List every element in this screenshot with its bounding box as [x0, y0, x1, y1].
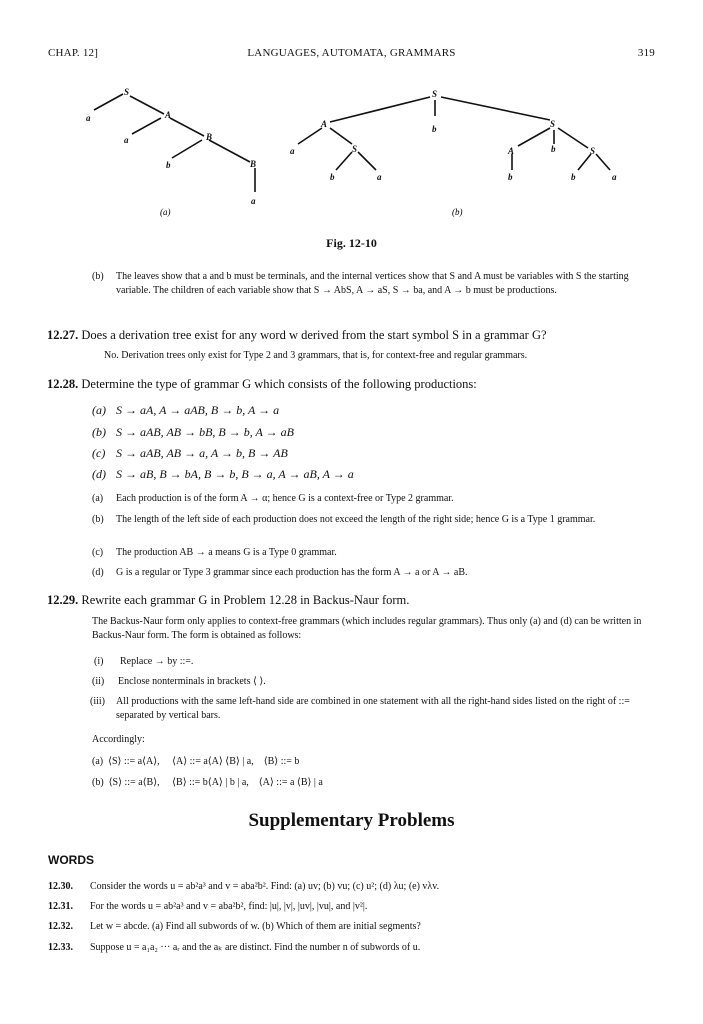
- answer-28-d: [92, 566, 658, 580]
- answer-28-a: [92, 492, 658, 506]
- problem-number: 12.30.: [48, 881, 73, 892]
- tree-a-node: B: [250, 159, 257, 169]
- problem-number: 12.31.: [48, 901, 73, 912]
- tree-b-node: A: [321, 119, 328, 129]
- solution-part-b: [92, 270, 658, 298]
- part-label: (b): [92, 271, 104, 282]
- tree-a-node: S: [124, 87, 130, 97]
- chapter-title: LANGUAGES, AUTOMATA, GRAMMARS: [247, 47, 456, 59]
- accordingly-label: Accordingly:: [92, 734, 145, 745]
- production-c: [92, 445, 288, 461]
- tree-a-edges: [94, 94, 255, 192]
- ans-text: The length of the left side of each production does not exceed the length of the right side; hence G is a Type 1 grammar.: [116, 514, 596, 525]
- answer-12-29-intro: The Backus-Naur form only applies to context-free grammars (which includes regular grammars). Thus only (a) and (d) can be written in Backus-Naur form. The form is obtained as follows:: [92, 616, 642, 641]
- problem-text: For the words u = ab²a³ and v = aba²b², find: |u|, |v|, |uv|, |vu|, and |v²|.: [90, 901, 368, 912]
- problem-text: Consider the words u = ab²a³ and v = aba²b². Find: (a) uv; (b) vu; (c) u²; (d) λu; (e) vλv.: [90, 881, 440, 892]
- step-label: (ii): [92, 676, 105, 687]
- prod-text: S → aA, A → aAB, B → b, A → a: [116, 403, 280, 417]
- tree-b-node: A: [508, 146, 515, 156]
- tree-b-node: b: [551, 144, 556, 154]
- ans-text: G is a regular or Type 3 grammar since each production has the form A → a or A → aB.: [116, 567, 468, 578]
- problem-number: 12.28.: [47, 377, 79, 391]
- step-iii: [90, 695, 656, 723]
- answer-28-c: [92, 546, 658, 560]
- ans-label: (b): [92, 514, 104, 525]
- caption-b: (b): [452, 207, 463, 217]
- tree-b-node: b: [571, 172, 576, 182]
- bnf-line-b: (b) ⟨S⟩ ::= a⟨B⟩, ⟨B⟩ ::= b⟨A⟩ | b | a, ⟨A⟩ ::= a ⟨B⟩ | a: [92, 777, 323, 788]
- tree-b-node: a: [612, 172, 617, 182]
- section-heading: WORDS: [48, 853, 94, 867]
- supp-12-32: [48, 920, 658, 934]
- tree-b-node: S: [432, 89, 438, 99]
- tree-a-nodes: [86, 87, 256, 206]
- chapter-label: CHAP. 12]: [48, 47, 99, 59]
- step-i: [94, 655, 660, 669]
- tree-b-node: S: [352, 144, 358, 154]
- step-ii: [92, 675, 658, 689]
- tree-a-node: b: [166, 160, 171, 170]
- tree-b-node: S: [550, 119, 556, 129]
- tree-b-node: b: [330, 172, 335, 182]
- step-text: All productions with the same left-hand side are combined in one statement with all the right-hand sides listed on the right of ::= separated by vertical bars.: [116, 696, 630, 721]
- problem-number: 12.29.: [47, 593, 79, 607]
- page-number: 319: [637, 47, 655, 59]
- ans-text: The production AB → a means G is a Type 0 grammar.: [116, 547, 337, 558]
- tree-a-node: a: [86, 113, 91, 123]
- prod-label: (b): [92, 425, 106, 439]
- ans-label: (d): [92, 567, 104, 578]
- prod-text: S → aAB, AB → a, A → b, B → AB: [116, 446, 288, 460]
- production-d: [92, 466, 354, 482]
- problem-12-29: [47, 592, 659, 608]
- ans-label: (a): [92, 493, 104, 504]
- problem-text: Suppose u = a₁a₂ ··· aᵣ and the aₖ are distinct. Find the number n of subwords of u.: [90, 942, 421, 953]
- tree-a-node: a: [124, 135, 129, 145]
- ans-text: Each production is of the form A → α; hence G is a context-free or Type 2 grammar.: [116, 493, 454, 504]
- prod-text: S → aB, B → bA, B → b, B → a, A → aB, A → a: [116, 467, 354, 481]
- supp-12-33: [48, 941, 658, 955]
- problem-text: Rewrite each grammar G in Problem 12.28 in Backus-Naur form.: [81, 593, 410, 607]
- tree-a-node: B: [206, 132, 213, 142]
- tree-b-node: S: [590, 146, 596, 156]
- tree-a-node: a: [251, 196, 256, 206]
- step-text: Enclose nonterminals in brackets ⟨ ⟩.: [118, 676, 266, 687]
- step-label: (i): [94, 656, 104, 667]
- supp-12-31: [48, 900, 658, 914]
- prod-text: S → aAB, AB → bB, B → b, A → aB: [116, 425, 294, 439]
- problem-number: 12.33.: [48, 942, 73, 953]
- prod-label: (c): [92, 446, 106, 460]
- answer-28-b: [92, 513, 658, 527]
- tree-a-node: A: [165, 110, 172, 120]
- step-text: Replace → by ::=.: [120, 656, 194, 667]
- derivation-trees-figure: [60, 82, 660, 222]
- figure-title: Fig. 12-10: [326, 236, 377, 250]
- tree-b-edges: [298, 97, 610, 170]
- running-header: [48, 47, 655, 63]
- production-a: [92, 402, 279, 418]
- supplementary-title: Supplementary Problems: [248, 810, 455, 831]
- answer-12-27: No. Derivation trees only exist for Type 2 and 3 grammars, that is, for context-free and regular grammars.: [104, 350, 528, 361]
- tree-b-node: a: [290, 146, 295, 156]
- ans-label: (c): [92, 547, 104, 558]
- problem-text: Determine the type of grammar G which consists of the following productions:: [81, 377, 477, 391]
- caption-a: (a): [160, 207, 171, 217]
- bnf-line-a: (a) ⟨S⟩ ::= a⟨A⟩, ⟨A⟩ ::= a⟨A⟩ ⟨B⟩ | a, ⟨B⟩ ::= b: [92, 756, 300, 767]
- supp-12-30: [48, 880, 658, 894]
- part-text: The leaves show that a and b must be terminals, and the internal vertices show that S and A must be variables with S the starting variable. The children of each variable show that S → AbS, A → aS, S → ba, and A → b must be productions.: [116, 271, 629, 296]
- problem-text: Does a derivation tree exist for any word w derived from the start symbol S in a grammar G?: [81, 328, 547, 342]
- prod-label: (a): [92, 403, 106, 417]
- production-b: [92, 424, 294, 440]
- tree-b-node: b: [508, 172, 513, 182]
- tree-b-node: b: [432, 124, 437, 134]
- problem-12-27: [47, 327, 659, 343]
- problem-number: 12.27.: [47, 328, 79, 342]
- problem-12-28: [47, 376, 659, 392]
- prod-label: (d): [92, 467, 106, 481]
- problem-text: Let w = abcde. (a) Find all subwords of w. (b) Which of them are initial segments?: [90, 921, 421, 932]
- step-label: (iii): [90, 696, 105, 707]
- problem-number: 12.32.: [48, 921, 73, 932]
- tree-b-node: a: [377, 172, 382, 182]
